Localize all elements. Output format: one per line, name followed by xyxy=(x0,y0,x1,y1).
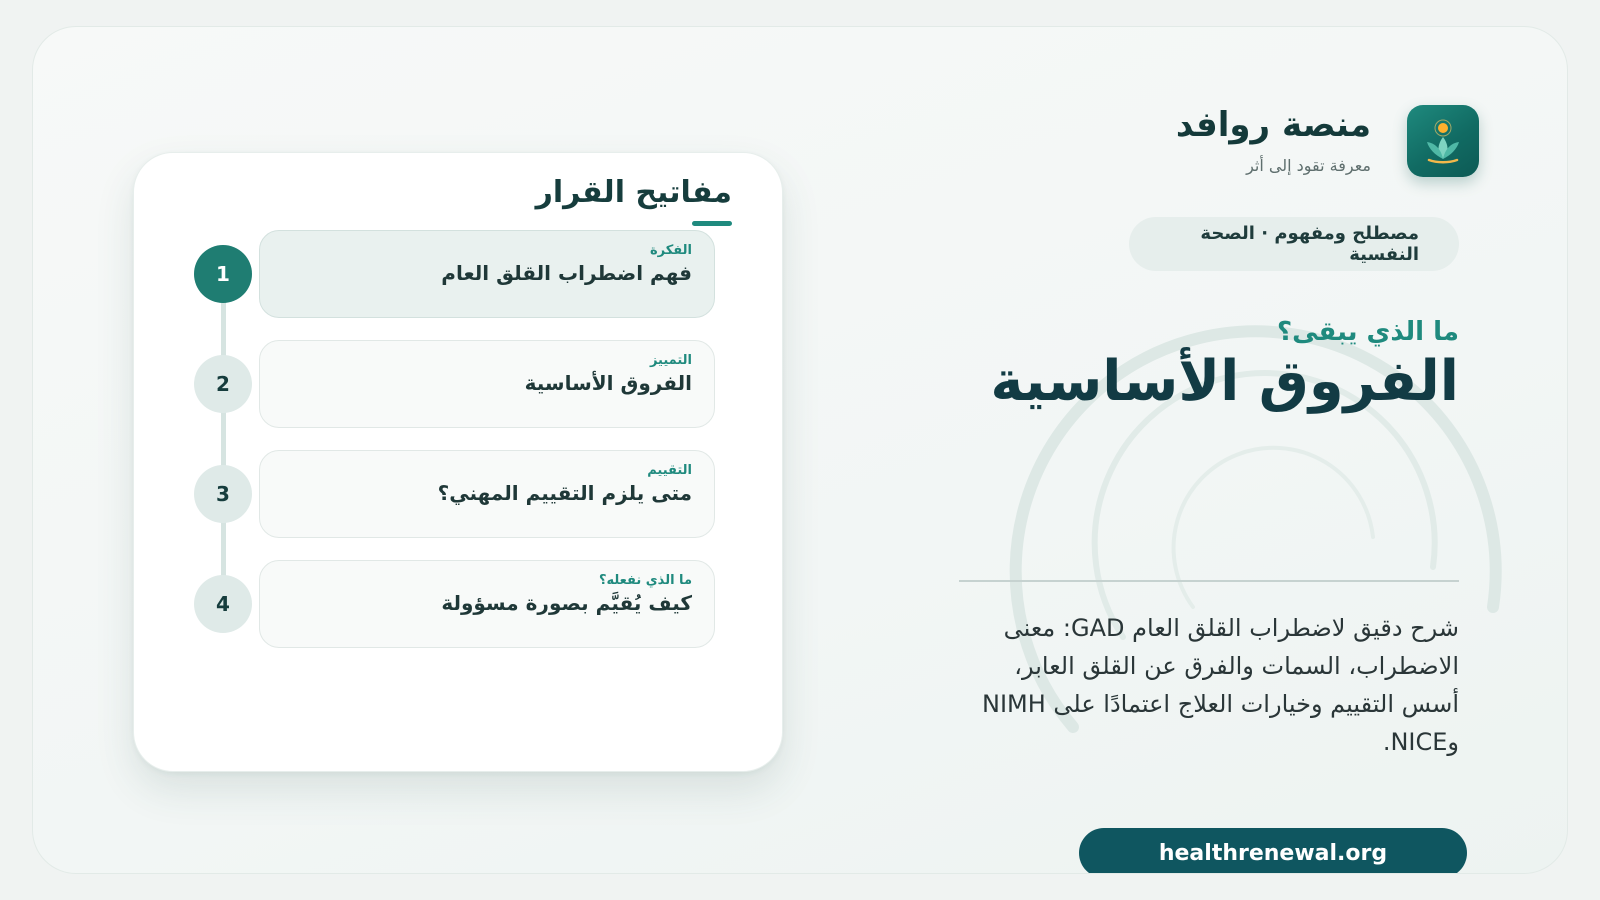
step-title: فهم اضطراب القلق العام xyxy=(441,261,692,285)
hero-kicker: ما الذي يبقى؟ xyxy=(1277,317,1459,347)
step-label: الفكرة xyxy=(649,243,692,258)
decision-keys-card xyxy=(133,152,783,772)
step-label: التقييم xyxy=(647,463,692,478)
step-number-4: 4 xyxy=(194,575,252,633)
slide-frame xyxy=(32,26,1568,874)
brand-subtitle: معرفة تقود إلى أثر xyxy=(1246,156,1371,176)
step-title: كيف يُقيَّم بصورة مسؤولة xyxy=(441,591,692,615)
step-title: متى يلزم التقييم المهني؟ xyxy=(437,481,692,505)
step-title: الفروق الأساسية xyxy=(524,371,692,395)
brand-header xyxy=(1176,105,1479,177)
hero-description: شرح دقيق لاضطراب القلق العام GAD: معنى الاضطراب، السمات والفرق عن القلق العابر، أسس التقييم وخيارات العلاج اعتمادًا على NIMH وNICE. xyxy=(981,614,1459,756)
brand-title: منصة روافد xyxy=(1175,104,1371,145)
step-item-2[interactable] xyxy=(259,340,715,428)
step-item-1[interactable] xyxy=(259,230,715,318)
step-item-4[interactable] xyxy=(259,560,715,648)
step-number-2: 2 xyxy=(194,355,252,413)
divider xyxy=(959,580,1459,582)
step-label: التمييز xyxy=(649,353,692,368)
step-number-1: 1 xyxy=(194,245,252,303)
step-number-3: 3 xyxy=(194,465,252,523)
logo xyxy=(1407,105,1479,177)
hero-headline: الفروق الأساسية xyxy=(990,349,1459,414)
steps-timeline-rail xyxy=(221,275,226,615)
lotus-sun-icon xyxy=(1417,115,1469,167)
category-badge: مصطلح ومفهوم · الصحة النفسية xyxy=(1129,217,1459,271)
website-link-button[interactable]: healthrenewal.org xyxy=(1079,828,1467,874)
step-item-3[interactable] xyxy=(259,450,715,538)
card-title: مفاتيح القرار xyxy=(535,175,732,210)
title-underline xyxy=(692,221,732,226)
step-label: ما الذي نفعله؟ xyxy=(598,573,692,588)
